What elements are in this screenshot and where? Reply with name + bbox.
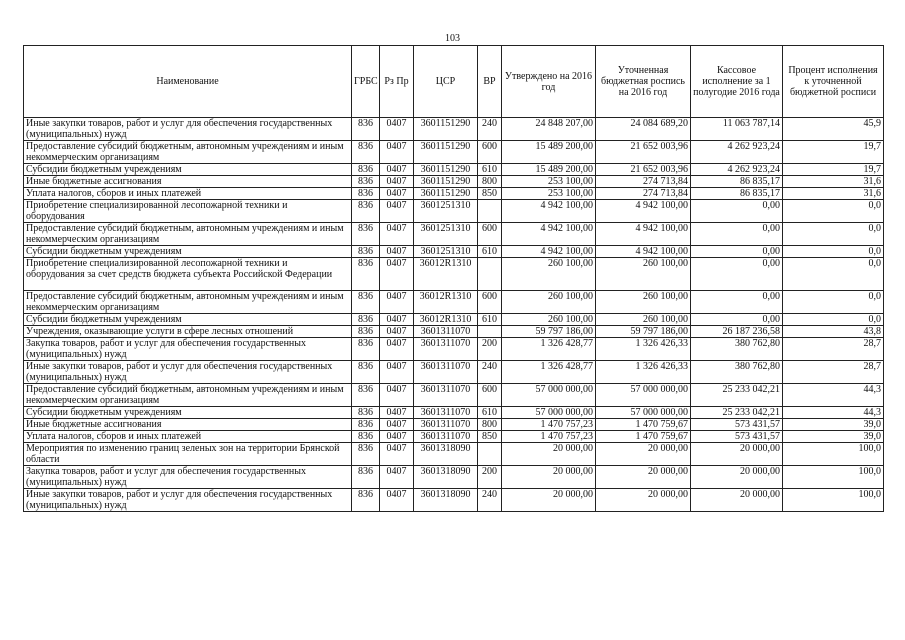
cell-csr: 3601251310 [414, 200, 478, 223]
header-grbs: ГРБС [352, 46, 380, 118]
cell-vr: 240 [478, 489, 502, 512]
cell-refined: 24 084 689,20 [596, 118, 691, 141]
cell-percent: 28,7 [783, 338, 884, 361]
cell-rz-pr: 0407 [380, 258, 414, 291]
cell-refined: 21 652 003,96 [596, 141, 691, 164]
cell-cash: 0,00 [691, 258, 783, 291]
cell-grbs: 836 [352, 291, 380, 314]
cell-refined: 260 100,00 [596, 314, 691, 326]
cell-grbs: 836 [352, 188, 380, 200]
cell-name: Предоставление субсидий бюджетным, автономным учреждениям и иным некоммерческим организациям [24, 291, 352, 314]
cell-rz-pr: 0407 [380, 141, 414, 164]
cell-name: Иные бюджетные ассигнования [24, 419, 352, 431]
cell-name: Субсидии бюджетным учреждениям [24, 314, 352, 326]
header-rz-pr: Рз Пр [380, 46, 414, 118]
cell-name: Закупка товаров, работ и услуг для обеспечения государственных (муниципальных) нужд [24, 466, 352, 489]
cell-approved: 15 489 200,00 [502, 164, 596, 176]
cell-grbs: 836 [352, 326, 380, 338]
cell-name: Закупка товаров, работ и услуг для обеспечения государственных (муниципальных) нужд [24, 338, 352, 361]
cell-csr: 3601318090 [414, 489, 478, 512]
cell-refined: 20 000,00 [596, 466, 691, 489]
cell-refined: 20 000,00 [596, 443, 691, 466]
table-row [24, 164, 884, 176]
cell-csr: 36012R1310 [414, 258, 478, 291]
cell-cash: 25 233 042,21 [691, 384, 783, 407]
cell-percent: 19,7 [783, 164, 884, 176]
cell-vr: 610 [478, 246, 502, 258]
cell-approved: 59 797 186,00 [502, 326, 596, 338]
cell-approved: 4 942 100,00 [502, 223, 596, 246]
cell-cash: 4 262 923,24 [691, 164, 783, 176]
cell-name: Предоставление субсидий бюджетным, автономным учреждениям и иным некоммерческим организациям [24, 141, 352, 164]
cell-csr: 3601311070 [414, 431, 478, 443]
cell-refined: 59 797 186,00 [596, 326, 691, 338]
table-row [24, 141, 884, 164]
cell-csr: 3601318090 [414, 466, 478, 489]
cell-grbs: 836 [352, 258, 380, 291]
table-header-row [24, 46, 884, 118]
cell-percent: 19,7 [783, 141, 884, 164]
cell-refined: 1 470 759,67 [596, 431, 691, 443]
cell-refined: 1 326 426,33 [596, 361, 691, 384]
cell-grbs: 836 [352, 443, 380, 466]
cell-name: Уплата налогов, сборов и иных платежей [24, 431, 352, 443]
cell-grbs: 836 [352, 489, 380, 512]
cell-vr: 850 [478, 188, 502, 200]
cell-percent: 0,0 [783, 246, 884, 258]
cell-vr: 200 [478, 338, 502, 361]
header-cash: Кассовое исполнение за 1 полугодие 2016 года [691, 46, 783, 118]
cell-percent: 0,0 [783, 200, 884, 223]
cell-percent: 31,6 [783, 188, 884, 200]
cell-refined: 4 942 100,00 [596, 223, 691, 246]
cell-grbs: 836 [352, 223, 380, 246]
cell-name: Иные закупки товаров, работ и услуг для обеспечения государственных (муниципальных) нужд [24, 361, 352, 384]
table-row [24, 361, 884, 384]
header-approved: Утверждено на 2016 год [502, 46, 596, 118]
cell-approved: 4 942 100,00 [502, 246, 596, 258]
cell-grbs: 836 [352, 431, 380, 443]
cell-vr: 600 [478, 223, 502, 246]
cell-rz-pr: 0407 [380, 361, 414, 384]
table-row [24, 246, 884, 258]
cell-vr: 200 [478, 466, 502, 489]
cell-name: Иные бюджетные ассигнования [24, 176, 352, 188]
cell-approved: 24 848 207,00 [502, 118, 596, 141]
cell-refined: 4 942 100,00 [596, 246, 691, 258]
cell-grbs: 836 [352, 384, 380, 407]
header-csr: ЦСР [414, 46, 478, 118]
cell-vr: 610 [478, 314, 502, 326]
cell-cash: 380 762,80 [691, 338, 783, 361]
cell-cash: 0,00 [691, 291, 783, 314]
cell-vr: 610 [478, 407, 502, 419]
cell-csr: 3601311070 [414, 384, 478, 407]
cell-vr: 600 [478, 291, 502, 314]
header-percent: Процент исполнения к уточненной бюджетной росписи [783, 46, 884, 118]
cell-cash: 380 762,80 [691, 361, 783, 384]
cell-grbs: 836 [352, 118, 380, 141]
cell-rz-pr: 0407 [380, 326, 414, 338]
table-row [24, 489, 884, 512]
cell-rz-pr: 0407 [380, 188, 414, 200]
cell-grbs: 836 [352, 314, 380, 326]
cell-percent: 44,3 [783, 407, 884, 419]
table-row [24, 258, 884, 291]
cell-approved: 260 100,00 [502, 258, 596, 291]
cell-csr: 3601251310 [414, 246, 478, 258]
cell-cash: 26 187 236,58 [691, 326, 783, 338]
cell-name: Субсидии бюджетным учреждениям [24, 246, 352, 258]
cell-grbs: 836 [352, 246, 380, 258]
budget-table [23, 45, 884, 512]
cell-refined: 274 713,84 [596, 188, 691, 200]
cell-rz-pr: 0407 [380, 176, 414, 188]
cell-csr: 3601311070 [414, 326, 478, 338]
cell-name: Предоставление субсидий бюджетным, автономным учреждениям и иным некоммерческим организациям [24, 223, 352, 246]
cell-rz-pr: 0407 [380, 384, 414, 407]
cell-csr: 36012R1310 [414, 314, 478, 326]
cell-name: Уплата налогов, сборов и иных платежей [24, 188, 352, 200]
table-row [24, 223, 884, 246]
table-row [24, 407, 884, 419]
table-row [24, 338, 884, 361]
cell-approved: 1 470 757,23 [502, 419, 596, 431]
cell-cash: 86 835,17 [691, 176, 783, 188]
table-row [24, 314, 884, 326]
cell-refined: 274 713,84 [596, 176, 691, 188]
cell-name: Субсидии бюджетным учреждениям [24, 407, 352, 419]
cell-name: Иные закупки товаров, работ и услуг для обеспечения государственных (муниципальных) нужд [24, 489, 352, 512]
cell-vr: 240 [478, 118, 502, 141]
cell-csr: 3601151290 [414, 141, 478, 164]
cell-rz-pr: 0407 [380, 223, 414, 246]
cell-grbs: 836 [352, 466, 380, 489]
cell-rz-pr: 0407 [380, 246, 414, 258]
table-row [24, 118, 884, 141]
cell-cash: 0,00 [691, 200, 783, 223]
table-row [24, 291, 884, 314]
cell-percent: 43,8 [783, 326, 884, 338]
table-row [24, 419, 884, 431]
cell-approved: 253 100,00 [502, 176, 596, 188]
cell-csr: 3601251310 [414, 223, 478, 246]
cell-csr: 3601151290 [414, 188, 478, 200]
cell-percent: 0,0 [783, 258, 884, 291]
cell-refined: 1 470 759,67 [596, 419, 691, 431]
cell-vr: 800 [478, 176, 502, 188]
cell-cash: 20 000,00 [691, 466, 783, 489]
cell-vr [478, 326, 502, 338]
cell-refined: 21 652 003,96 [596, 164, 691, 176]
table-row [24, 466, 884, 489]
cell-grbs: 836 [352, 407, 380, 419]
cell-refined: 4 942 100,00 [596, 200, 691, 223]
cell-cash: 11 063 787,14 [691, 118, 783, 141]
cell-approved: 1 326 428,77 [502, 361, 596, 384]
cell-rz-pr: 0407 [380, 431, 414, 443]
cell-percent: 0,0 [783, 223, 884, 246]
table-row [24, 188, 884, 200]
cell-approved: 20 000,00 [502, 489, 596, 512]
table-row [24, 443, 884, 466]
cell-percent: 39,0 [783, 419, 884, 431]
cell-csr: 3601151290 [414, 164, 478, 176]
cell-vr: 240 [478, 361, 502, 384]
cell-vr: 800 [478, 419, 502, 431]
cell-percent: 100,0 [783, 443, 884, 466]
cell-percent: 0,0 [783, 314, 884, 326]
cell-cash: 20 000,00 [691, 443, 783, 466]
cell-approved: 57 000 000,00 [502, 384, 596, 407]
cell-percent: 100,0 [783, 466, 884, 489]
cell-cash: 4 262 923,24 [691, 141, 783, 164]
table-row [24, 326, 884, 338]
cell-refined: 57 000 000,00 [596, 407, 691, 419]
cell-rz-pr: 0407 [380, 291, 414, 314]
cell-cash: 573 431,57 [691, 419, 783, 431]
cell-percent: 100,0 [783, 489, 884, 512]
cell-refined: 260 100,00 [596, 258, 691, 291]
cell-rz-pr: 0407 [380, 489, 414, 512]
cell-refined: 20 000,00 [596, 489, 691, 512]
cell-rz-pr: 0407 [380, 443, 414, 466]
cell-cash: 573 431,57 [691, 431, 783, 443]
header-vr: ВР [478, 46, 502, 118]
cell-vr: 600 [478, 141, 502, 164]
cell-name: Приобретение специализированной лесопожарной техники и оборудования [24, 200, 352, 223]
cell-grbs: 836 [352, 141, 380, 164]
cell-rz-pr: 0407 [380, 118, 414, 141]
cell-refined: 1 326 426,33 [596, 338, 691, 361]
cell-cash: 0,00 [691, 246, 783, 258]
cell-name: Мероприятия по изменению границ зеленых зон на территории Брянской области [24, 443, 352, 466]
cell-rz-pr: 0407 [380, 314, 414, 326]
cell-approved: 260 100,00 [502, 314, 596, 326]
cell-cash: 20 000,00 [691, 489, 783, 512]
cell-csr: 3601318090 [414, 443, 478, 466]
cell-approved: 20 000,00 [502, 443, 596, 466]
cell-vr: 850 [478, 431, 502, 443]
cell-percent: 28,7 [783, 361, 884, 384]
cell-percent: 44,3 [783, 384, 884, 407]
cell-cash: 25 233 042,21 [691, 407, 783, 419]
cell-csr: 3601311070 [414, 361, 478, 384]
cell-approved: 57 000 000,00 [502, 407, 596, 419]
cell-name: Учреждения, оказывающие услуги в сфере лесных отношений [24, 326, 352, 338]
table-body [24, 118, 884, 512]
cell-approved: 15 489 200,00 [502, 141, 596, 164]
cell-rz-pr: 0407 [380, 200, 414, 223]
cell-name: Приобретение специализированной лесопожарной техники и оборудования за счет средств бюджета субъекта Российской Федерации [24, 258, 352, 291]
table-row [24, 384, 884, 407]
cell-approved: 1 470 757,23 [502, 431, 596, 443]
cell-approved: 4 942 100,00 [502, 200, 596, 223]
cell-approved: 260 100,00 [502, 291, 596, 314]
cell-grbs: 836 [352, 200, 380, 223]
cell-name: Предоставление субсидий бюджетным, автономным учреждениям и иным некоммерческим организациям [24, 384, 352, 407]
cell-csr: 3601151290 [414, 118, 478, 141]
table-row [24, 431, 884, 443]
cell-grbs: 836 [352, 164, 380, 176]
cell-cash: 86 835,17 [691, 188, 783, 200]
header-name: Наименование [24, 46, 352, 118]
cell-vr: 610 [478, 164, 502, 176]
cell-approved: 1 326 428,77 [502, 338, 596, 361]
cell-grbs: 836 [352, 176, 380, 188]
cell-percent: 31,6 [783, 176, 884, 188]
cell-refined: 57 000 000,00 [596, 384, 691, 407]
cell-rz-pr: 0407 [380, 338, 414, 361]
cell-name: Иные закупки товаров, работ и услуг для обеспечения государственных (муниципальных) нужд [24, 118, 352, 141]
cell-vr: 600 [478, 384, 502, 407]
cell-percent: 39,0 [783, 431, 884, 443]
cell-csr: 3601311070 [414, 407, 478, 419]
cell-name: Субсидии бюджетным учреждениям [24, 164, 352, 176]
cell-refined: 260 100,00 [596, 291, 691, 314]
cell-cash: 0,00 [691, 314, 783, 326]
cell-csr: 3601311070 [414, 338, 478, 361]
cell-rz-pr: 0407 [380, 164, 414, 176]
cell-grbs: 836 [352, 338, 380, 361]
cell-csr: 36012R1310 [414, 291, 478, 314]
cell-grbs: 836 [352, 419, 380, 431]
cell-vr [478, 258, 502, 291]
cell-grbs: 836 [352, 361, 380, 384]
cell-percent: 45,9 [783, 118, 884, 141]
cell-cash: 0,00 [691, 223, 783, 246]
cell-vr [478, 443, 502, 466]
cell-rz-pr: 0407 [380, 466, 414, 489]
table-row [24, 176, 884, 188]
cell-csr: 3601151290 [414, 176, 478, 188]
header-refined: Уточненная бюджетная роспись на 2016 год [596, 46, 691, 118]
cell-percent: 0,0 [783, 291, 884, 314]
cell-vr [478, 200, 502, 223]
page-number: 103 [445, 33, 460, 44]
cell-approved: 253 100,00 [502, 188, 596, 200]
table-row [24, 200, 884, 223]
cell-approved: 20 000,00 [502, 466, 596, 489]
cell-rz-pr: 0407 [380, 419, 414, 431]
cell-csr: 3601311070 [414, 419, 478, 431]
cell-rz-pr: 0407 [380, 407, 414, 419]
